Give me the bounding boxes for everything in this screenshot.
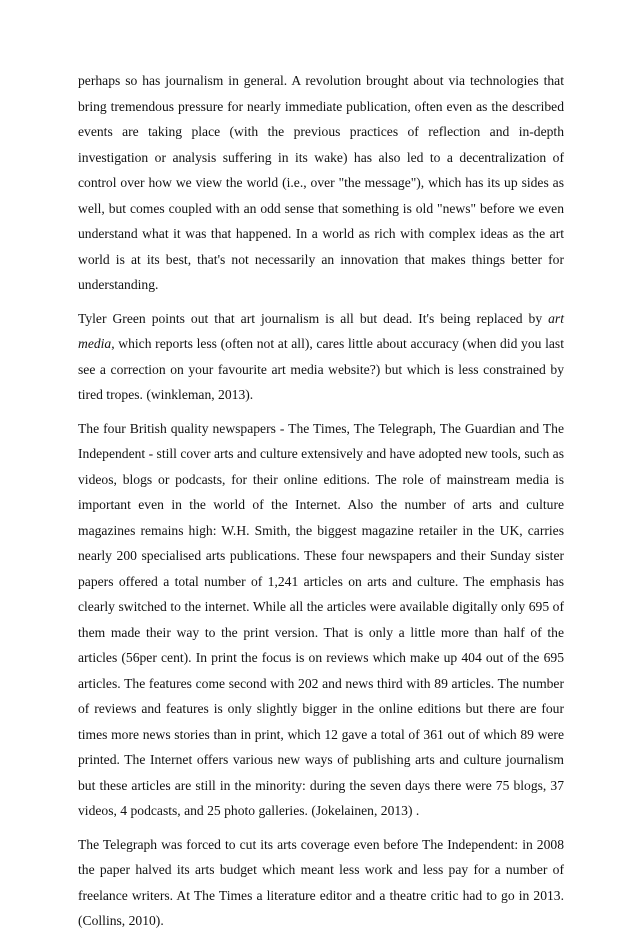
emphasis-art-media: art media	[78, 310, 564, 351]
paragraph-text: The Telegraph was forced to cut its arts coverage even before The Independent: in 2008 the paper halved its arts budget which meant less work and less pay for a number of freelance writers. At The Times a literature editor and a theatre critic had to go in 2013. (Collins, 2010).	[78, 836, 564, 928]
paragraph-british-newspapers	[78, 416, 564, 824]
paragraph-text: perhaps so has journalism in general. A revolution brought about via technologies that bring tremendous pressure for nearly immediate publication, often even as the described events are taking place (with the previous practices of reflection and in-depth investigation or analysis suffering in its wake) has also led to a decentralization of control over how we view the world (i.e., over "the message"), which has its up sides as well, but comes coupled with an odd sense that something is old "news" before we even understand what it was that happened. In a world as rich with complex ideas as the art world is at its best, that's not necessarily an innovation that makes things better for understanding.	[78, 73, 564, 292]
paragraph-text: The four British quality newspapers - The Times, The Telegraph, The Guardian and The Independent - still cover arts and culture extensively and have adopted new tools, such as videos, blogs or podcasts, for their online editions. The role of mainstream media is important even in the world of the Internet. Also the number of arts and culture magazines remains high: W.H. Smith, the biggest magazine retailer in the UK, carries nearly 200 specialised arts publications. These four newspapers and their Sunday sister papers offered a total number of 1,241 articles on arts and culture. The emphasis has clearly switched to the internet. While all the articles were available digitally only 695 of them made their way to the print version. That is only a little more than half of the articles (56per cent). In print the focus is on reviews which make up 404 out of the 695 articles. The features come second with 202 and news third with 89 articles. The number of reviews and features is only slightly bigger in the online editions but there are four times more news stories than in print, which 12 gave a total of 361 out of which 89 were printed. The Internet offers various new ways of publishing arts and culture journalism but these articles are still in the minority: during the seven days there were 75 blogs, 37 videos, 4 podcasts, and 25 photo galleries. (Jokelainen, 2013) .	[78, 420, 564, 818]
body-text	[78, 68, 564, 942]
paragraph-text: Tyler Green points out that art journalism is all but dead. It's being replaced by	[78, 310, 549, 326]
paragraph-text: , which reports less (often not at all), cares little about accuracy (when did you last see a correction on your favourite art media website?) but which is less constrained by tired tropes. (winkleman, 2013).	[78, 336, 564, 402]
paragraph-journalism-revolution	[78, 68, 564, 298]
paragraph-telegraph-cuts	[78, 832, 564, 934]
paragraph-tyler-green	[78, 306, 564, 408]
